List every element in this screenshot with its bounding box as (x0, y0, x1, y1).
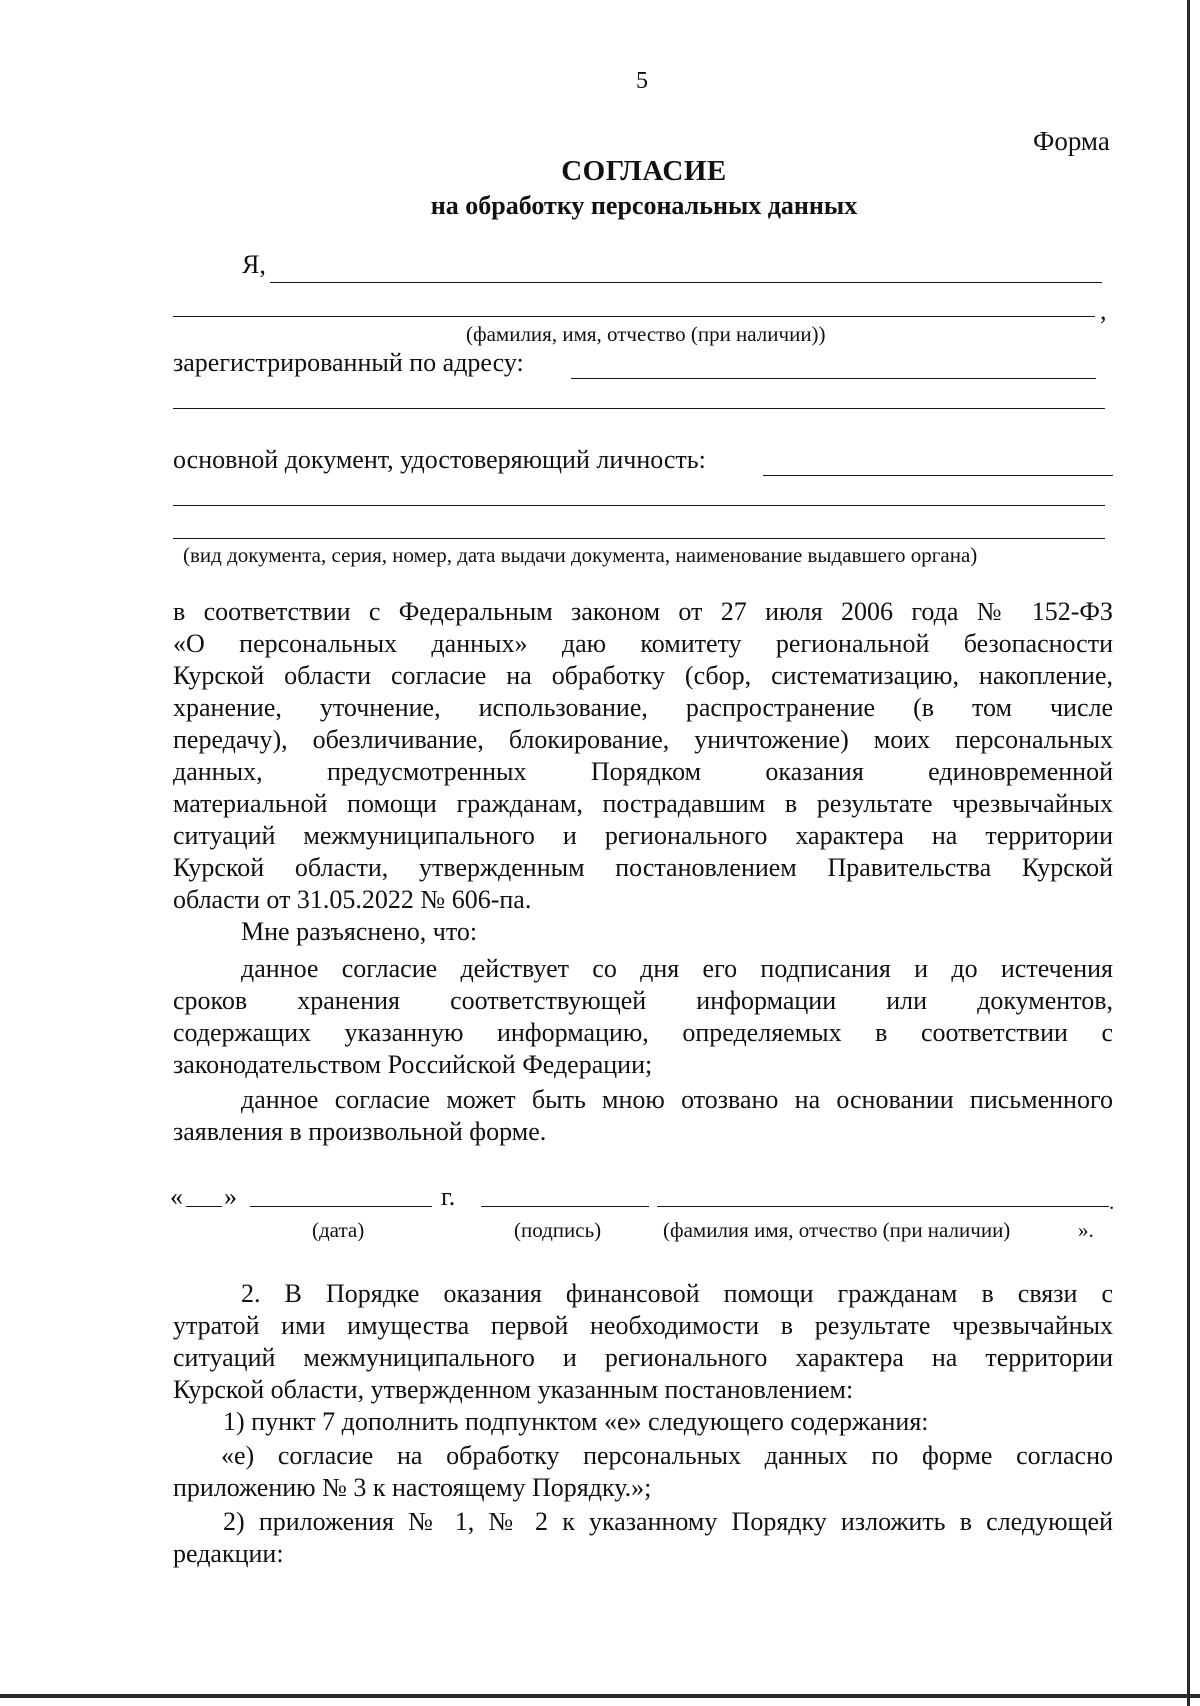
consent-line: передачу), обезличивание, блокирование, уничтожение) моих персональных (173, 725, 1113, 754)
consent-line: в соответствии с Федеральным законом от 27 июля 2006 года № 152-ФЗ (173, 597, 1113, 626)
signature-line[interactable] (481, 1206, 649, 1207)
consent-line: Курской области, утвержденным постановлением Правительства Курской (173, 853, 1113, 882)
page-number: 5 (636, 68, 648, 94)
document-line-3[interactable] (173, 538, 1105, 539)
sign-end-period: . (1109, 1190, 1115, 1214)
address-line-1[interactable] (571, 378, 1096, 379)
document-line-2[interactable] (173, 505, 1105, 506)
scan-edge-right (1187, 0, 1190, 1706)
amendment-line: ситуаций межмуниципального и регионального характера на территории (173, 1343, 1113, 1372)
document-caption: (вид документа, серия, номер, дата выдачи документа, наименование выдавшего органа) (183, 543, 978, 567)
consent-line: хранение, уточнение, использование, распространение (в том числе (173, 693, 1113, 722)
year-suffix: г. (441, 1182, 456, 1211)
document-subtitle: на обработку персональных данных (430, 191, 858, 220)
form-label: Форма (1033, 126, 1110, 156)
date-open-quote: « (170, 1182, 183, 1211)
date-caption: (дата) (312, 1218, 365, 1242)
scan-edge-bottom (0, 1694, 1200, 1698)
document-label: основной документ, удостоверяющий личность: (173, 445, 706, 474)
item-e-line: приложению № 3 к настоящему Порядку.»; (173, 1473, 652, 1502)
signer-name-line[interactable] (657, 1206, 1109, 1207)
item-2-line: 2) приложения № 1, № 2 к указанному Порядку изложить в следующей (223, 1507, 1113, 1536)
document-line-1[interactable] (763, 475, 1113, 476)
consent-line: «О персональных данных» даю комитету региональной безопасности (173, 629, 1113, 658)
validity-line: данное согласие действует со дня его подписания и до истечения (241, 954, 1113, 983)
day-line[interactable] (186, 1206, 222, 1207)
explained-line: Мне разъяснено, что: (241, 917, 478, 946)
address-line-2[interactable] (173, 408, 1105, 409)
item-1: 1) пункт 7 дополнить подпунктом «е» следующего содержания: (223, 1407, 929, 1436)
i-prefix: Я, (242, 250, 266, 279)
name-caption: (фамилия, имя, отчество (при наличии)) (466, 322, 826, 346)
consent-line: ситуаций межмуниципального и регионального характера на территории (173, 821, 1113, 850)
name-line-1[interactable] (270, 282, 1102, 283)
address-label: зарегистрированный по адресу: (173, 348, 524, 377)
month-line[interactable] (250, 1206, 432, 1207)
item-2-line: редакции: (173, 1539, 284, 1568)
amendment-line: утратой ими имущества первой необходимости в результате чрезвычайных (173, 1311, 1113, 1340)
validity-line: сроков хранения соответствующей информации или документов, (173, 986, 1113, 1015)
amendment-line: 2. В Порядке оказания финансовой помощи гражданам в связи с (241, 1279, 1113, 1308)
consent-line: данных, предусмотренных Порядком оказания единовременной (173, 757, 1113, 786)
amendment-line: Курской области, утвержденном указанным постановлением: (173, 1375, 854, 1404)
signature-caption: (подпись) (514, 1218, 602, 1242)
revocation-line: данное согласие может быть мною отозвано на основании письменного (241, 1085, 1113, 1114)
consent-line: Курской области согласие на обработку (сбор, систематизацию, накопление, (173, 661, 1113, 690)
signer-name-caption: (фамилия имя, отчество (при наличии) (663, 1218, 1011, 1242)
item-e-line: «е) согласие на обработку персональных данных по форме согласно (221, 1441, 1113, 1470)
validity-line: содержащих указанную информацию, определяемых в соответствии с (173, 1018, 1113, 1047)
closing-quote: ». (1078, 1218, 1094, 1242)
name-comma: , (1100, 296, 1107, 325)
consent-line: области от 31.05.2022 № 606-па. (173, 885, 532, 914)
name-line-2[interactable] (173, 316, 1095, 317)
validity-line: законодательством Российской Федерации; (173, 1050, 653, 1079)
consent-line: материальной помощи гражданам, пострадавшим в результате чрезвычайных (173, 789, 1113, 818)
revocation-line: заявления в произвольной форме. (173, 1117, 547, 1146)
document-title: СОГЛАСИЕ (561, 155, 727, 187)
date-close-quote: » (224, 1182, 237, 1211)
